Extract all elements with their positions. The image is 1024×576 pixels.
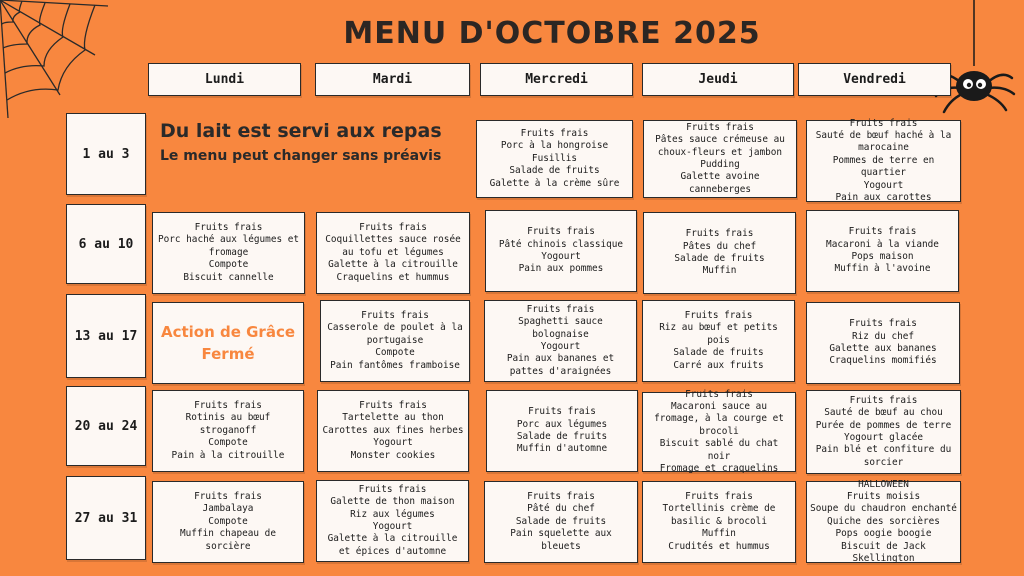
- menu-cell-w4-jeudi: [642, 388, 796, 475]
- menu-item: Fruits frais: [685, 388, 753, 400]
- menu-item: Fruits frais: [527, 490, 595, 502]
- menu-item: Monster cookies: [350, 449, 436, 461]
- menu-item: Fruits frais: [194, 490, 262, 502]
- menu-cell-w4-lundi: [152, 390, 304, 472]
- menu-item: Fruits frais: [361, 309, 429, 321]
- menu-item: Soupe du chaudron enchanté: [810, 503, 957, 515]
- menu-item: Fruits frais: [849, 394, 918, 406]
- menu-item: Porc haché aux légumes et fromage: [157, 234, 300, 258]
- menu-cell-w3-vendredi: [806, 302, 960, 384]
- menu-item: Rotinis au bœuf stroganoff: [185, 412, 271, 436]
- menu-item: Salade de fruits: [509, 165, 600, 177]
- menu-item: Fruits frais: [849, 117, 918, 129]
- menu-cell-w2-lundi: [152, 212, 305, 294]
- menu-cell-w3-lundi: [152, 302, 304, 384]
- menu-item: Fruits frais: [194, 221, 263, 233]
- week-label-5: 27 au 31: [66, 476, 146, 560]
- menu-cell-w5-mardi: [316, 480, 469, 562]
- menu-item: Coquillettes sauce rosée au tofu et légumes: [325, 234, 461, 258]
- menu-cell-w2-mercredi: [485, 210, 637, 292]
- menu-item: Muffin: [702, 528, 736, 540]
- menu-item: Fruits frais: [359, 221, 427, 233]
- holiday-status: Fermé: [201, 345, 255, 363]
- menu-item: Muffin: [702, 265, 737, 277]
- holiday-name: Action de Grâce: [160, 323, 296, 341]
- halloween-label: HALLOWEEN: [858, 478, 909, 490]
- week-label-4: 20 au 24: [66, 386, 146, 466]
- page-title: MENU D'OCTOBRE 2025: [343, 16, 761, 51]
- menu-item: Galette de thon maison: [330, 496, 455, 508]
- menu-item: Carottes aux fines herbes: [322, 424, 464, 436]
- menu-item: Porc aux légumes: [516, 418, 608, 430]
- menu-item: Salade de fruits: [673, 347, 764, 359]
- menu-item: Sauté de bœuf au chou: [824, 407, 943, 419]
- menu-cell-w4-mercredi: [486, 390, 638, 472]
- menu-cell-w5-mercredi: [484, 481, 638, 563]
- menu-cell-w4-vendredi: [806, 390, 961, 474]
- menu-item: Riz du chef: [851, 330, 915, 342]
- menu-item: Galette aux bananes: [829, 343, 937, 354]
- menu-item: Galette avoine canneberges: [680, 171, 760, 195]
- menu-item: Pain blé et confiture du sorcier: [815, 444, 952, 468]
- day-header-mardi: Mardi: [315, 63, 470, 96]
- menu-item: Fruits frais: [528, 406, 596, 418]
- menu-item: Fruits frais: [848, 226, 917, 238]
- menu-item: Pâtes sauce crémeuse au choux-fleurs et jambon: [655, 134, 785, 158]
- menu-item: Muffin d'automne: [516, 443, 608, 455]
- menu-item: Pommes de terre en quartier: [832, 154, 935, 179]
- menu-item: Macaroni à la viande: [826, 238, 939, 250]
- week-label-1: 1 au 3: [66, 113, 146, 195]
- menu-item: Pâté du chef: [527, 503, 595, 515]
- menu-item: Tortellinis crème de basilic & brocoli: [662, 503, 776, 527]
- menu-item: Fruits frais: [686, 121, 754, 133]
- menu-item: Pâtes du chef: [682, 240, 757, 252]
- menu-item: Riz aux légumes: [350, 508, 435, 520]
- menu-item: Salade de fruits: [674, 253, 765, 264]
- menu-item: Fruits frais: [684, 309, 753, 321]
- menu-item: Craquelins et hummus: [336, 271, 450, 283]
- menu-item: Fruits frais: [520, 127, 589, 139]
- menu-item: Yogourt: [372, 521, 413, 532]
- notice: [160, 120, 470, 164]
- menu-item: Jambalaya: [202, 503, 254, 515]
- week-label-2: 6 au 10: [66, 204, 146, 284]
- menu-item: Compote: [208, 259, 249, 271]
- menu-item: Muffin à l'avoine: [834, 263, 931, 275]
- menu-item: Biscuit sablé du chat noir: [659, 438, 779, 462]
- menu-item: Galette à la crème sûre: [489, 177, 620, 189]
- day-header-jeudi: Jeudi: [642, 63, 794, 96]
- menu-item: Compote: [208, 437, 248, 449]
- menu-cell-w1-mercredi: [476, 120, 633, 198]
- menu-item: Fusillis: [531, 152, 578, 164]
- day-header-lundi: Lundi: [148, 63, 301, 96]
- menu-item: Tartelette au thon: [342, 412, 444, 424]
- menu-cell-w5-lundi: [152, 481, 304, 563]
- menu-item: Crudités et hummus: [668, 540, 770, 552]
- menu-item: Fruits frais: [359, 399, 427, 411]
- menu-item: Purée de pommes de terre: [815, 419, 952, 431]
- menu-item: Salade de fruits: [515, 515, 607, 527]
- menu-item: Pops maison: [851, 251, 914, 262]
- menu-item: Fruits frais: [685, 228, 754, 240]
- menu-item: Pain squelette aux bleuets: [510, 528, 612, 552]
- menu-item: Riz au bœuf et petits pois: [659, 322, 778, 346]
- spider-icon: [930, 0, 1024, 120]
- menu-item: Pops oogie boogie: [835, 528, 932, 540]
- notice-changes: Le menu peut changer sans préavis: [160, 148, 442, 164]
- menu-item: Pain à la citrouille: [171, 449, 285, 461]
- menu-item: Yogourt: [373, 437, 413, 449]
- menu-item: Spaghetti sauce bolognaise: [518, 316, 603, 340]
- day-header-mercredi: Mercredi: [480, 63, 633, 96]
- menu-item: Fruits moisis: [846, 490, 921, 502]
- menu-item: Quiche des sorcières: [827, 515, 940, 527]
- menu-item: Sauté de bœuf haché à la marocaine: [815, 129, 952, 154]
- menu-cell-w2-vendredi: [806, 210, 959, 292]
- menu-item: Fruits frais: [358, 483, 427, 495]
- notice-milk: Du lait est servi aux repas: [160, 120, 442, 142]
- menu-item: Yogourt: [540, 341, 581, 352]
- menu-cell-w2-jeudi: [643, 212, 796, 294]
- menu-cell-w5-jeudi: [642, 481, 796, 563]
- menu-item: Muffin chapeau de sorcière: [180, 528, 276, 552]
- week-label-3: 13 au 17: [66, 294, 146, 378]
- menu-item: Macaroni sauce au fromage, à la courge et brocoli: [654, 400, 784, 437]
- menu-item: Craquelins momifiés: [829, 355, 937, 367]
- menu-cell-w2-mardi: [316, 212, 470, 294]
- menu-item: Pudding: [700, 159, 740, 170]
- menu-item: Yogourt: [541, 251, 581, 262]
- menu-item: Biscuit de Jack Skellington: [841, 540, 926, 565]
- menu-item: Biscuit cannelle: [183, 271, 274, 283]
- menu-item: Pain fantômes framboise: [330, 359, 460, 371]
- menu-item: Pain aux bananes et pattes d'araignées: [506, 353, 615, 377]
- menu-cell-w3-mardi: [320, 300, 470, 382]
- menu-item: Fruits frais: [685, 490, 753, 502]
- menu-item: Pâté chinois classique: [498, 238, 624, 250]
- menu-item: Fruits frais: [526, 303, 595, 315]
- cobweb-icon: [0, 0, 110, 120]
- menu-item: Galette à la citrouille: [328, 259, 458, 271]
- menu-item: Fruits frais: [194, 399, 262, 411]
- menu-item: Galette à la citrouille et épices d'automne: [327, 533, 458, 557]
- menu-cell-w1-vendredi: [806, 117, 961, 204]
- menu-cell-w3-jeudi: [642, 300, 795, 382]
- menu-item: Compote: [375, 347, 415, 359]
- menu-cell-w4-mardi: [317, 390, 469, 472]
- menu-cell-w5-vendredi: [806, 478, 961, 565]
- menu-item: Fromage et craquelins: [659, 463, 779, 475]
- menu-item: Fruits frais: [527, 226, 595, 238]
- menu-item: Yogourt glacée: [843, 432, 924, 443]
- day-header-vendredi: Vendredi: [798, 63, 951, 96]
- menu-cell-w1-jeudi: [643, 120, 797, 198]
- menu-item: Porc à la hongroise: [500, 140, 609, 152]
- menu-item: Carré aux fruits: [673, 359, 764, 371]
- menu-item: Casserole de poulet à la portugaise: [327, 322, 463, 346]
- menu-item: Fruits frais: [849, 318, 917, 330]
- menu-item: Pain aux carottes: [835, 192, 932, 204]
- menu-item: Yogourt: [863, 179, 904, 191]
- menu-item: Compote: [208, 515, 248, 527]
- menu-item: Salade de fruits: [516, 431, 608, 442]
- menu-item: Pain aux pommes: [518, 263, 604, 275]
- menu-cell-w3-mercredi: [484, 300, 637, 382]
